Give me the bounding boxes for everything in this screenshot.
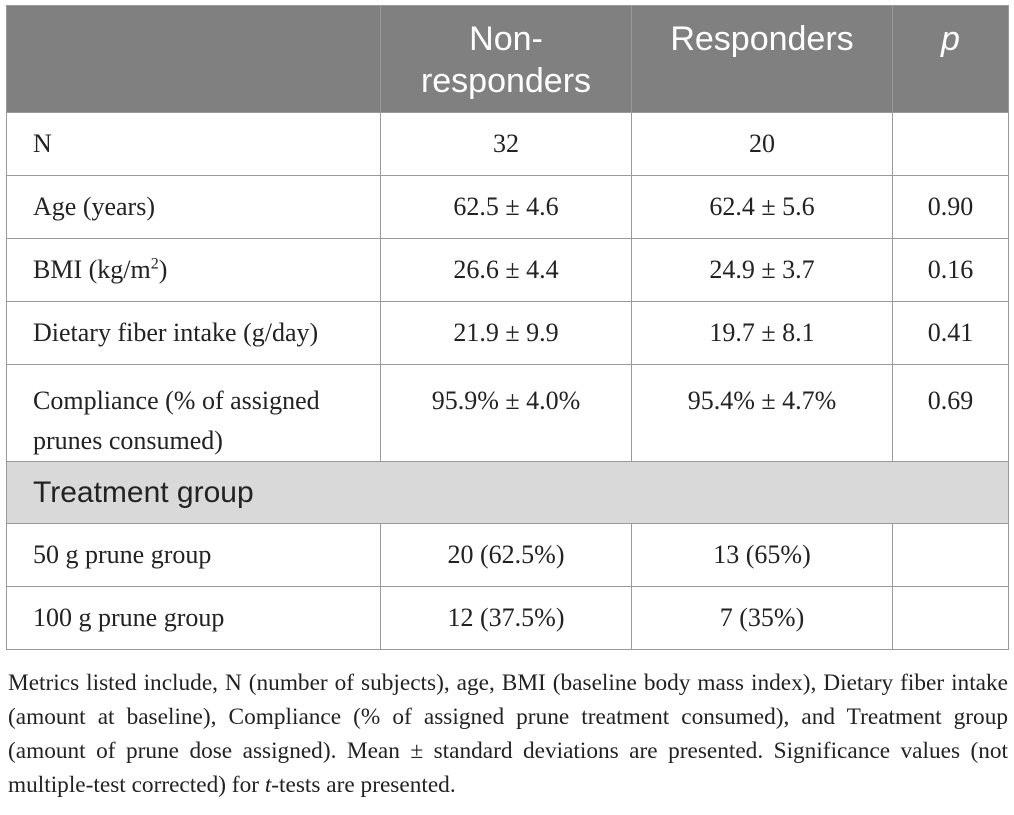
non-responders-value: 20 (62.5%) xyxy=(381,524,632,587)
responders-value: 7 (35%) xyxy=(632,587,893,650)
non-responders-value: 26.6 ± 4.4 xyxy=(381,239,632,302)
p-value xyxy=(893,113,1009,176)
row-label: Dietary fiber intake (g/day) xyxy=(7,302,381,365)
row-label: 50 g prune group xyxy=(7,524,381,587)
responders-value: 95.4% ± 4.7% xyxy=(632,365,893,462)
responders-value: 13 (65%) xyxy=(632,524,893,587)
table-row xyxy=(7,239,1009,302)
table-row xyxy=(7,113,1009,176)
table-row xyxy=(7,302,1009,365)
row-label: BMI $(kg/m^2)$ xyxy=(7,239,381,302)
table-row xyxy=(7,365,1009,462)
table-row xyxy=(7,176,1009,239)
p-value: 0.41 xyxy=(893,302,1009,365)
p-value xyxy=(893,587,1009,650)
table-row xyxy=(7,524,1009,587)
non-responders-value: 95.9% ± 4.0% xyxy=(381,365,632,462)
p-value: 0.16 xyxy=(893,239,1009,302)
p-value xyxy=(893,524,1009,587)
row-label: Age (years) xyxy=(7,176,381,239)
section-title: Treatment group xyxy=(7,462,1009,524)
responders-value: 19.7 ± 8.1 xyxy=(632,302,893,365)
header-responders: Responders xyxy=(632,6,893,113)
header-non-responders: Non- responders xyxy=(381,6,632,113)
row-label: N xyxy=(7,113,381,176)
header-row xyxy=(7,6,1009,113)
section-row xyxy=(7,462,1009,524)
header-p: p xyxy=(893,6,1009,113)
responders-value: 62.4 ± 5.6 xyxy=(632,176,893,239)
responders-value: 20 xyxy=(632,113,893,176)
non-responders-value: 62.5 ± 4.6 xyxy=(381,176,632,239)
p-value: 0.90 xyxy=(893,176,1009,239)
responders-value: 24.9 ± 3.7 xyxy=(632,239,893,302)
data-table xyxy=(6,5,1009,650)
p-value: 0.69 xyxy=(893,365,1009,462)
table-footnote: Metrics listed include, N (number of subjects), age, BMI (baseline body mass index), Dietary fiber intake (amount at baseline), Compliance (% of assigned prune treatment consumed), and Treatment group (amount of prune dose assigned). Mean ± standard deviations are presented. Significance values (not multiple-test corrected) for t-tests are presented. xyxy=(8,670,1008,798)
row-label: Compliance (% of assigned prunes consumed) xyxy=(7,365,381,462)
non-responders-value: 12 (37.5%) xyxy=(381,587,632,650)
row-label: 100 g prune group xyxy=(7,587,381,650)
non-responders-value: 32 xyxy=(381,113,632,176)
non-responders-value: 21.9 ± 9.9 xyxy=(381,302,632,365)
header-blank xyxy=(7,6,381,113)
table-row xyxy=(7,587,1009,650)
